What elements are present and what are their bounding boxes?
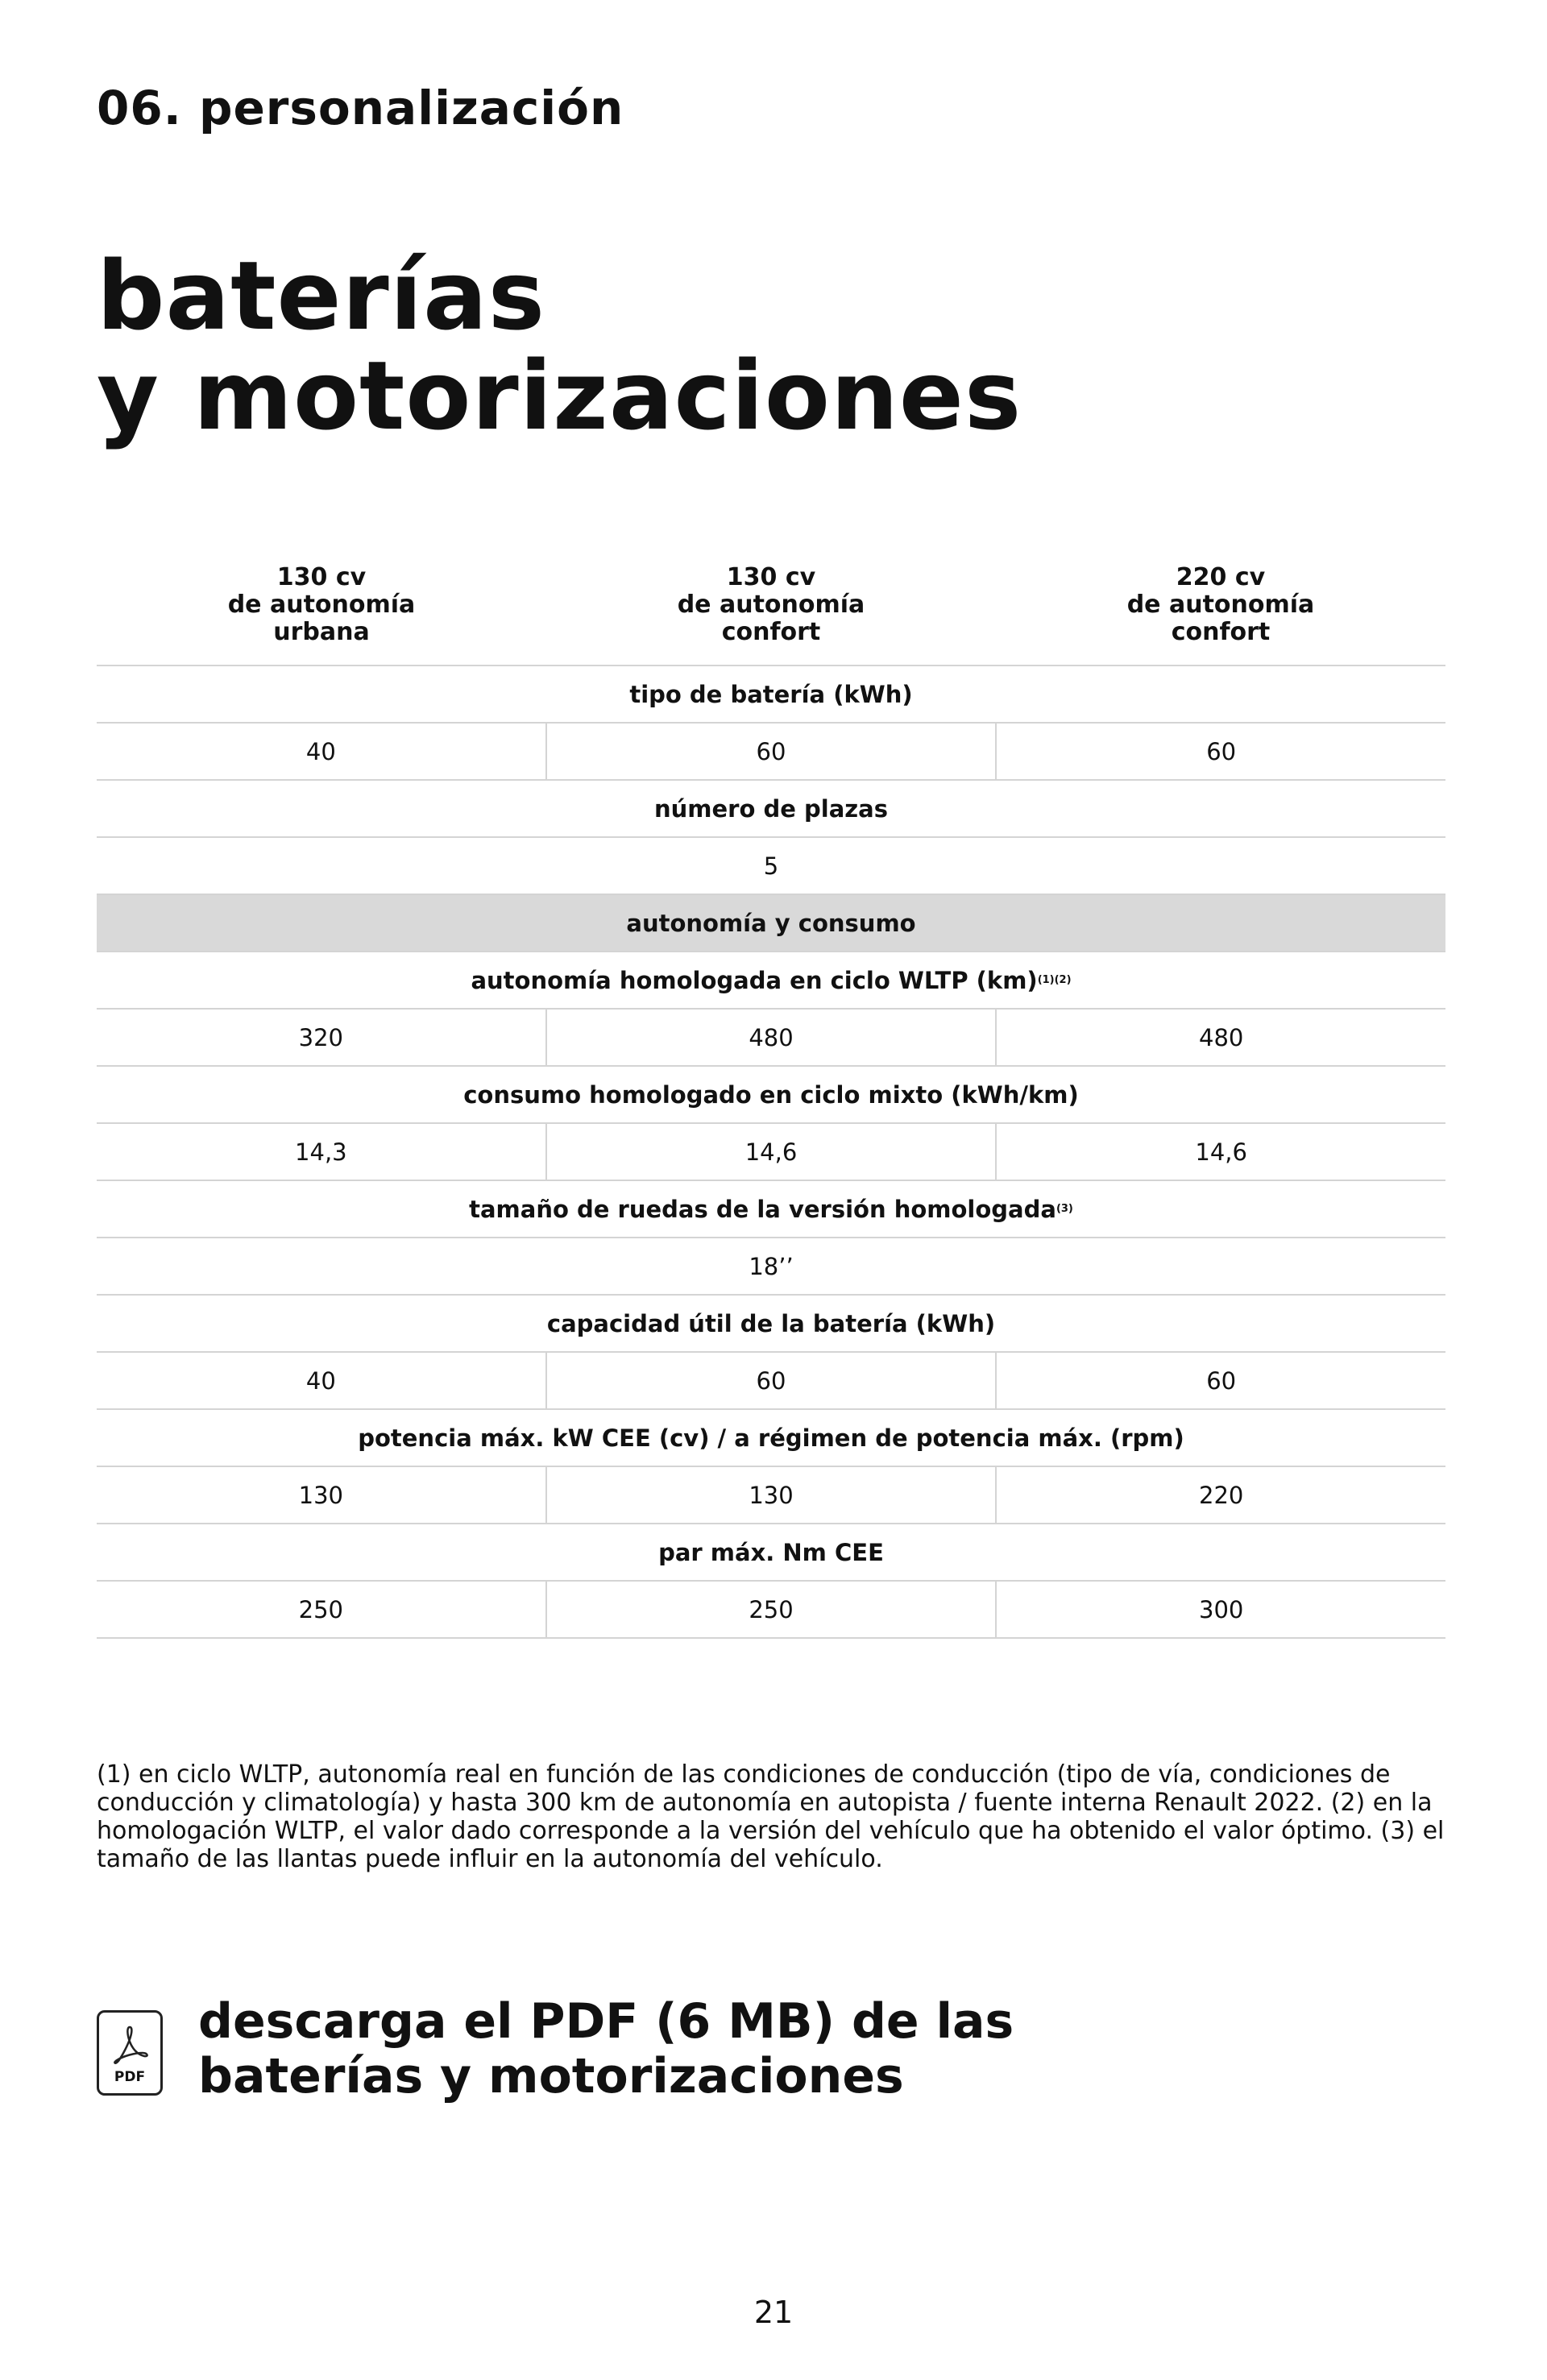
section-title: 06. personalización (97, 81, 624, 135)
page-title (97, 240, 1022, 451)
table-cell: 250 (545, 1582, 996, 1637)
specs-table (97, 564, 1445, 1639)
download-text-line-2[interactable]: baterías y motorizaciones (198, 2048, 904, 2104)
table-cell: 14,6 (995, 1124, 1445, 1180)
table-cell: 40 (305, 1366, 336, 1395)
table-row (97, 1010, 1445, 1067)
row-label-wheel-size (97, 1181, 1445, 1238)
table-cell: 60 (545, 724, 996, 779)
pdf-icon-label: PDF (114, 2069, 146, 2085)
page-title-line-1: baterías (97, 240, 546, 351)
table-cell: 18’’ (749, 1252, 794, 1280)
table-row (97, 724, 1445, 781)
row-label-battery-type: tipo de batería (kWh) (97, 666, 1445, 724)
page-title-line-2: y motorizaciones (97, 340, 1022, 451)
row-label-text: tamaño de ruedas de la versión homologada (469, 1195, 1056, 1223)
footnotes: (1) en ciclo WLTP, autonomía real en función de las condiciones de conducción (tipo de vía, condiciones de conducción y climatología) y hasta 300 km de autonomía en autopista / fuente interna Renault 2022. (2) en la homologación WLTP, el valor dado corresponde a la versión del vehículo que ha obtenido el valor óptimo. (3) el tamaño de las llantas puede influir en la autonomía del vehículo. (97, 1760, 1445, 1873)
download-pdf-link[interactable] (97, 1994, 1014, 2104)
table-cell: 60 (995, 1353, 1445, 1408)
pdf-icon[interactable] (97, 2010, 163, 2096)
column-header-confort-130: 130 cv de autonomía confort (677, 563, 865, 646)
acrobat-icon (110, 2024, 149, 2064)
table-cell: 220 (995, 1467, 1445, 1523)
table-cell: 130 (545, 1467, 996, 1523)
table-cell: 480 (995, 1010, 1445, 1065)
row-label-max-power: potencia máx. kW CEE (cv) / a régimen de potencia máx. (rpm) (97, 1410, 1445, 1467)
table-cell: 130 (298, 1481, 344, 1509)
table-cell: 40 (305, 737, 336, 765)
footnote-ref: (3) (1056, 1203, 1073, 1215)
download-text-line-1[interactable]: descarga el PDF (6 MB) de las (198, 1993, 1014, 2050)
table-row (97, 1467, 1445, 1524)
table-column-headers (97, 564, 1445, 666)
table-cell: 320 (298, 1023, 344, 1051)
table-cell: 5 (763, 852, 779, 880)
table-cell: 480 (545, 1010, 996, 1065)
section-header-autonomy: autonomía y consumo (97, 895, 1445, 952)
row-label-consumption: consumo homologado en ciclo mixto (kWh/km) (97, 1067, 1445, 1124)
table-cell: 14,6 (545, 1124, 996, 1180)
row-label-seats: número de plazas (97, 781, 1445, 838)
table-row (97, 1353, 1445, 1410)
column-header-confort-220: 220 cv de autonomía confort (1126, 563, 1315, 646)
table-row (97, 1582, 1445, 1639)
table-cell: 60 (545, 1353, 996, 1408)
column-header-urbana: 130 cv de autonomía urbana (227, 563, 416, 646)
row-label-usable-capacity: capacidad útil de la batería (kWh) (97, 1296, 1445, 1353)
table-cell: 60 (995, 724, 1445, 779)
table-cell: 250 (298, 1595, 344, 1623)
table-row (97, 1124, 1445, 1181)
table-row (97, 838, 1445, 895)
table-cell: 14,3 (295, 1138, 347, 1166)
row-label-max-torque: par máx. Nm CEE (97, 1524, 1445, 1582)
footnote-ref: (1)(2) (1037, 974, 1072, 986)
download-pdf-text[interactable] (198, 1994, 1014, 2104)
table-cell: 300 (995, 1582, 1445, 1637)
page-number: 21 (753, 2295, 794, 2330)
row-label-wltp-range (97, 952, 1445, 1010)
table-row (97, 1238, 1445, 1296)
row-label-text: autonomía homologada en ciclo WLTP (km) (471, 966, 1038, 994)
